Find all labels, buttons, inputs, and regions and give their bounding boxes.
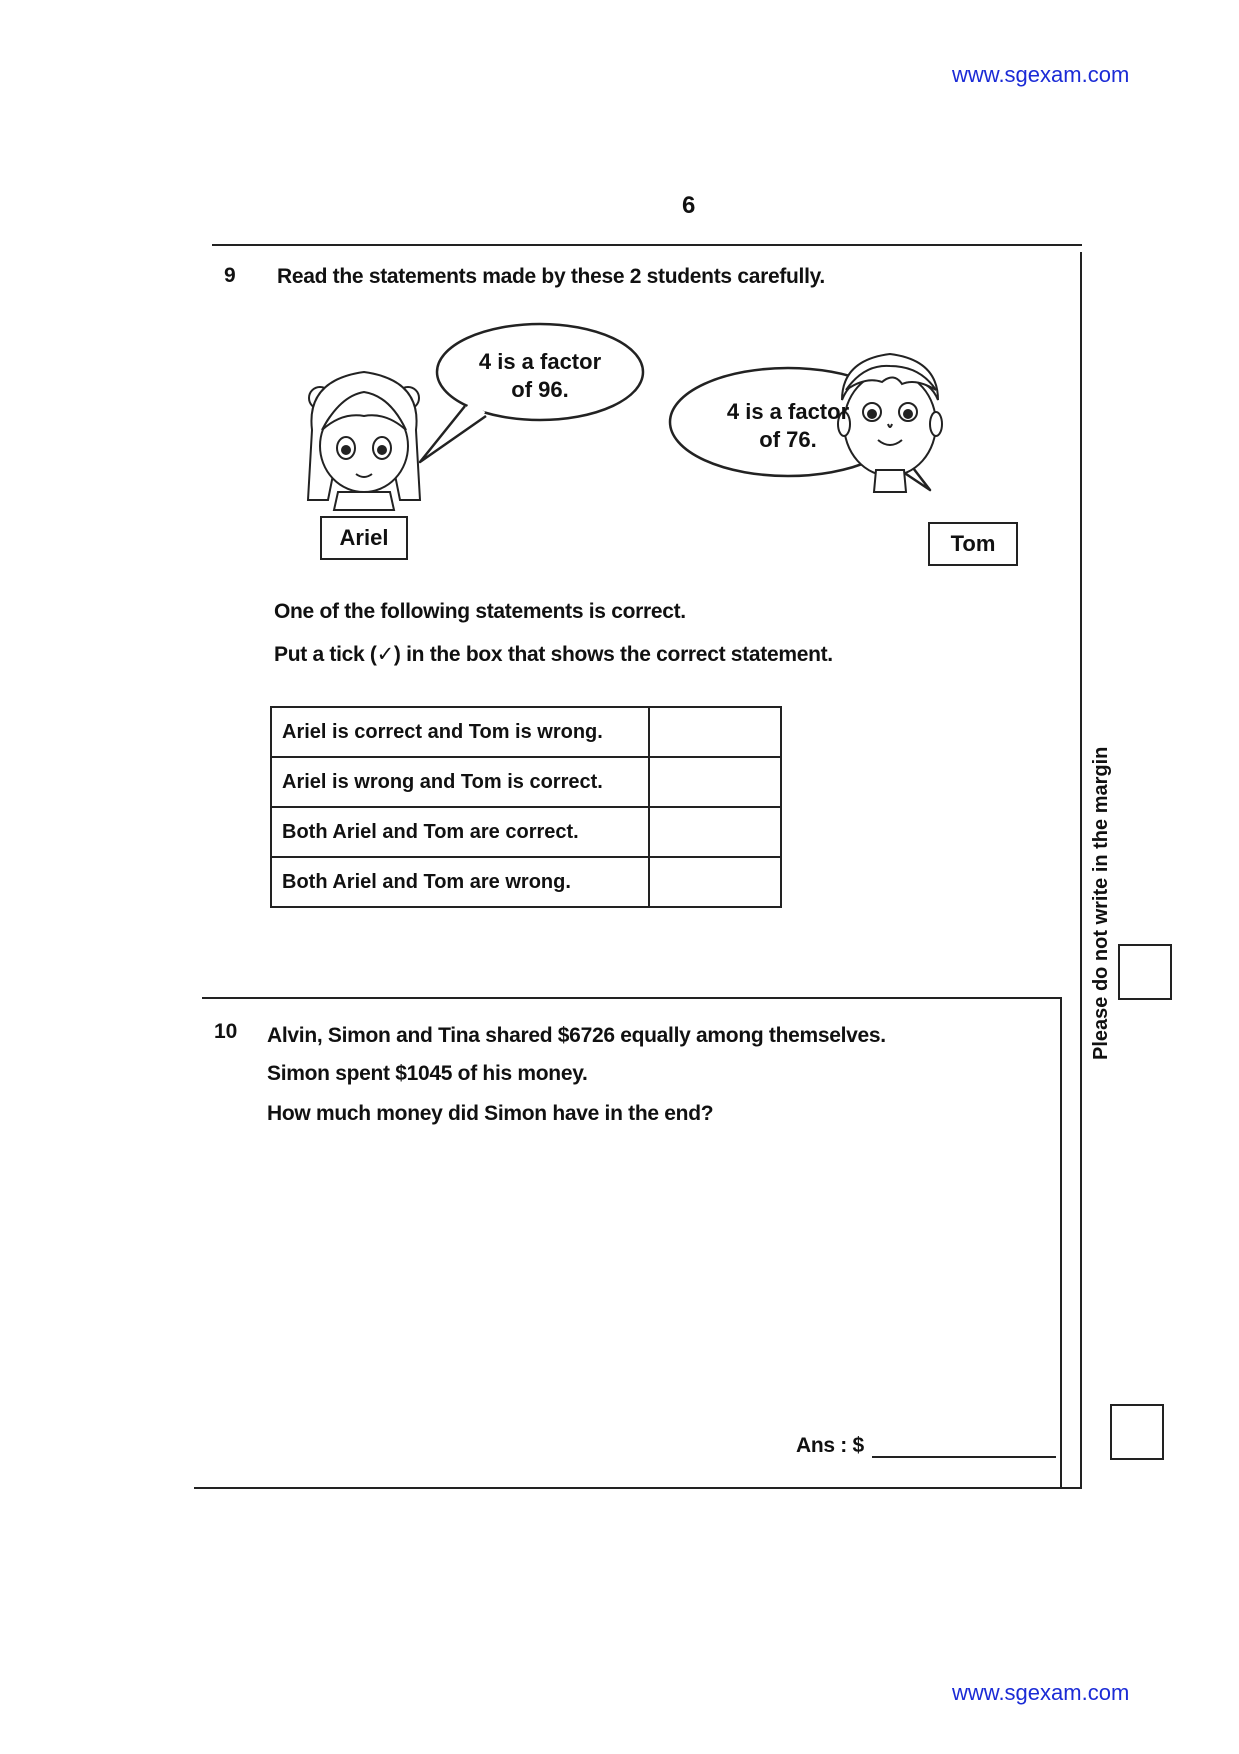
table-row — [271, 707, 781, 757]
answer-column-line — [1060, 997, 1062, 1489]
statement-cell: Ariel is correct and Tom is wrong. — [271, 707, 649, 757]
marks-box-q10[interactable] — [1110, 1404, 1164, 1460]
answer-label: Ans : $ — [796, 1434, 864, 1457]
table-row — [271, 857, 781, 907]
tick-box[interactable] — [649, 857, 781, 907]
frame-right-line — [1080, 252, 1082, 1488]
question-divider — [202, 997, 1062, 999]
tick-box[interactable] — [649, 807, 781, 857]
question-number-9: 9 — [224, 264, 236, 287]
tom-speech-line-2: of 76. — [759, 427, 817, 452]
tom-speech-line-1: 4 is a factor — [726, 399, 850, 424]
table-row — [271, 807, 781, 857]
answer-line[interactable] — [872, 1456, 1056, 1458]
tom-name-label: Tom — [928, 522, 1018, 566]
ariel-speech-text — [440, 348, 640, 404]
statement-cell: Both Ariel and Tom are wrong. — [271, 857, 649, 907]
tom-speech-text — [688, 398, 888, 454]
frame-bottom-line — [194, 1487, 1082, 1489]
statements-table — [270, 706, 782, 908]
tick-box[interactable] — [649, 707, 781, 757]
ariel-speech-line-2: of 96. — [511, 377, 569, 402]
ariel-figure — [308, 372, 420, 510]
statement-cell: Both Ariel and Tom are correct. — [271, 807, 649, 857]
frame-top-line — [212, 244, 1082, 246]
question-number-10: 10 — [214, 1020, 238, 1043]
footer-url[interactable]: www.sgexam.com — [952, 1680, 1130, 1705]
ariel-speech-line-1: 4 is a factor — [478, 349, 602, 374]
question-10-line-2: Simon spent $1045 of his money. — [267, 1062, 588, 1085]
tick-box[interactable] — [649, 757, 781, 807]
question-10-line-3: How much money did Simon have in the end? — [267, 1102, 714, 1125]
statement-cell: Ariel is wrong and Tom is correct. — [271, 757, 649, 807]
marks-box-q9[interactable] — [1118, 944, 1172, 1000]
table-row — [271, 757, 781, 807]
page-number: 6 — [682, 192, 696, 219]
question-9-instruction-1: One of the following statements is correct. — [274, 600, 686, 623]
margin-note: Please do not write in the margin — [1090, 746, 1112, 1060]
question-9-instruction-2: Put a tick (✓) in the box that shows the correct statement. — [274, 643, 833, 666]
question-10-line-1: Alvin, Simon and Tina shared $6726 equally among themselves. — [267, 1024, 886, 1047]
header-url[interactable]: www.sgexam.com — [952, 62, 1130, 87]
ariel-name-label: Ariel — [320, 516, 408, 560]
question-9-prompt: Read the statements made by these 2 students carefully. — [277, 265, 825, 288]
